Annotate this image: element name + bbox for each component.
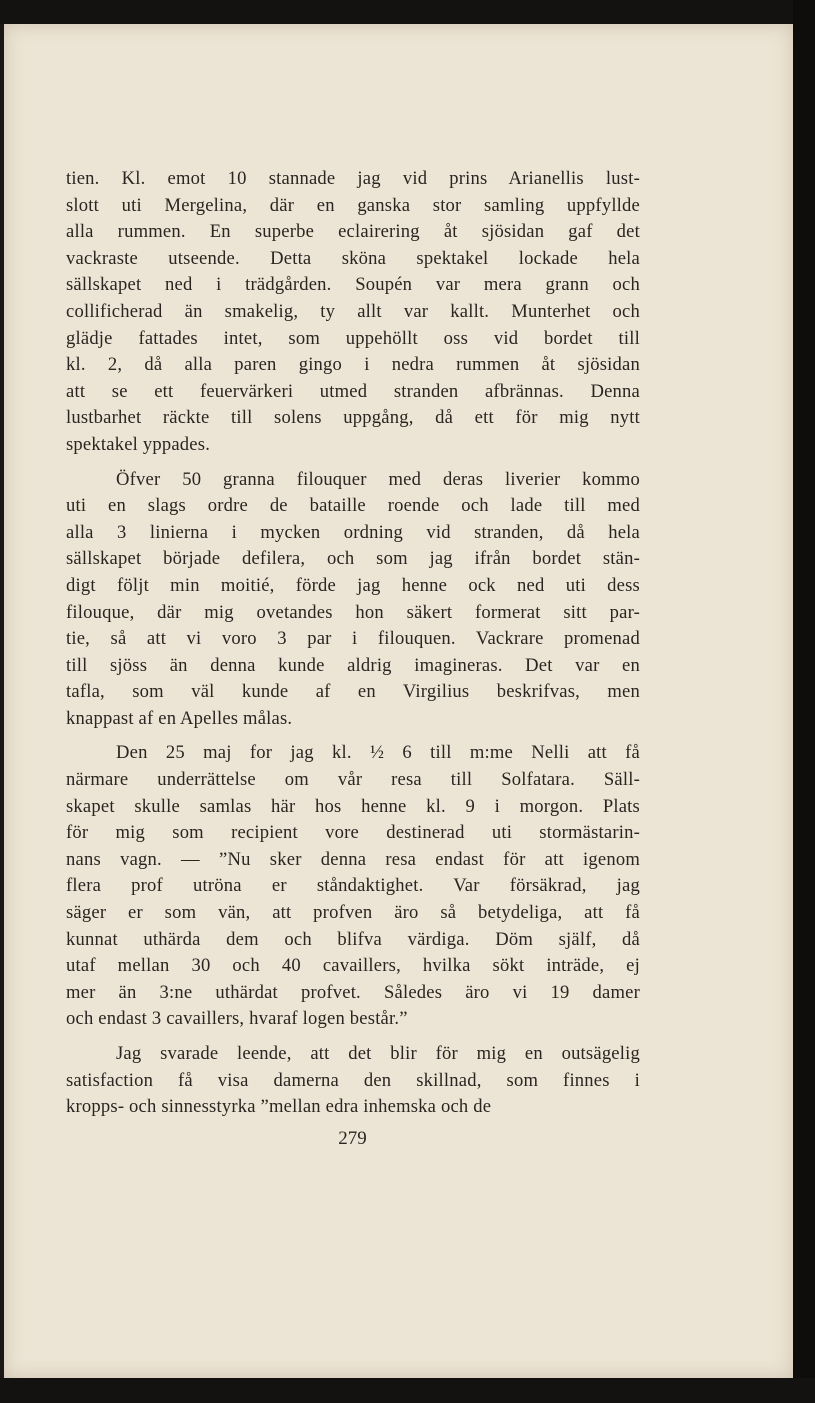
text-line: nans vagn. — ”Nu sker denna resa endast för att igenom bbox=[66, 848, 640, 870]
text-line: utaf mellan 30 och 40 cavaillers, hvilka sökt inträde, ej bbox=[66, 955, 640, 977]
paragraph bbox=[66, 166, 640, 459]
text-line: kunnat uthärda dem och blifva värdiga. Döm själf, då bbox=[66, 928, 640, 950]
text-line: knappast af en Apelles målas. bbox=[66, 707, 293, 729]
text-line: Öfver 50 granna filouquer med deras liverier kommo bbox=[116, 468, 640, 490]
text-line: flera prof utröna er ståndaktighet. Var försäkrad, jag bbox=[66, 875, 640, 897]
text-line: collificherad än smakelig, ty allt var kallt. Munterhet och bbox=[66, 300, 640, 322]
paragraph bbox=[66, 467, 640, 733]
text-line: vackraste utseende. Detta sköna spektakel lockade hela bbox=[66, 247, 640, 269]
text-line: spektakel yppades. bbox=[66, 433, 211, 455]
text-line: alla rummen. En superbe eclairering åt sjösidan gaf det bbox=[66, 221, 640, 243]
text-line: säger er som vän, att profven äro så betydeliga, att få bbox=[66, 902, 640, 924]
page-number: 279 bbox=[338, 1128, 367, 1149]
text-line: alla 3 linierna i mycken ordning vid stranden, då hela bbox=[66, 521, 640, 543]
text-line: lustbarhet räckte till solens uppgång, då ett för mig nytt bbox=[66, 407, 640, 429]
text-line: mer än 3:ne uthärdat profvet. Således äro vi 19 damer bbox=[66, 981, 640, 1003]
text-line: slott uti Mergelina, där en ganska stor samling uppfyllde bbox=[66, 194, 640, 216]
text-line: och endast 3 cavaillers, hvaraf logen består.” bbox=[66, 1008, 408, 1030]
paragraph-gap bbox=[66, 732, 640, 740]
text-line: för mig som recipient vore destinerad uti stormästarin- bbox=[66, 822, 640, 844]
text-line: glädje fattades intet, som uppehöllt oss vid bordet till bbox=[66, 327, 640, 349]
text-line: sällskapet började defilera, och som jag ifrån bordet stän- bbox=[66, 548, 640, 570]
text-line: Den 25 maj for jag kl. ½ 6 till m:me Nelli att få bbox=[116, 742, 640, 764]
text-line: att se ett feuervärkeri utmed stranden afbrännas. Denna bbox=[66, 380, 640, 402]
text-line: tafla, som väl kunde af en Virgilius beskrifvas, men bbox=[66, 681, 640, 703]
body-text bbox=[66, 166, 640, 1121]
text-line: tien. Kl. emot 10 stannade jag vid prins Arianellis lust- bbox=[66, 168, 640, 189]
text-line: Jag svarade leende, att det blir för mig en outsägelig bbox=[116, 1043, 640, 1064]
paragraph-gap bbox=[66, 1033, 640, 1041]
scan-border-top bbox=[0, 0, 815, 24]
scan-border-right bbox=[793, 0, 815, 1403]
text-line: närmare underrättelse om vår resa till Solfatara. Säll- bbox=[66, 769, 640, 791]
scan-border-bottom bbox=[0, 1378, 815, 1403]
paragraph-gap bbox=[66, 459, 640, 467]
text-line: uti en slags ordre de bataille roende och lade till med bbox=[66, 495, 640, 517]
text-line: satisfaction få visa damerna den skillnad, som finnes i bbox=[66, 1069, 640, 1091]
text-line: till sjöss än denna kunde aldrig imagineras. Det var en bbox=[66, 654, 640, 676]
text-line: kropps- och sinnesstyrka ”mellan edra inhemska och de bbox=[66, 1096, 492, 1118]
text-line: digt följt min moitié, förde jag henne ock ned uti dess bbox=[66, 574, 640, 596]
paragraph bbox=[66, 740, 640, 1033]
text-line: filouque, där mig ovetandes hon säkert formerat sitt par- bbox=[66, 601, 640, 623]
text-line: tie, så att vi voro 3 par i filouquen. Vackrare promenad bbox=[66, 628, 640, 650]
text-line: kl. 2, då alla paren gingo i nedra rummen åt sjösidan bbox=[66, 354, 640, 376]
paragraph bbox=[66, 1041, 640, 1121]
text-line: skapet skulle samlas här hos henne kl. 9 i morgon. Plats bbox=[66, 795, 640, 817]
text-line: sällskapet ned i trädgården. Soupén var mera grann och bbox=[66, 274, 640, 296]
